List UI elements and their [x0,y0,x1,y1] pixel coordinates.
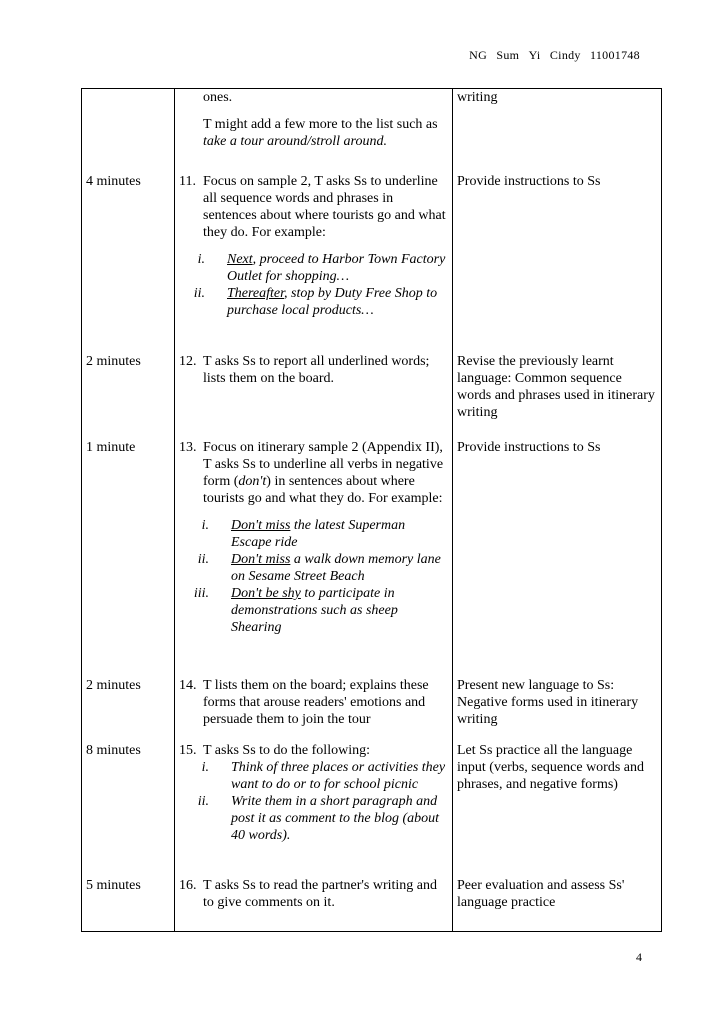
procedure-text: Focus on itinerary sample 2 (Appendix II), T asks Ss to underline all verbs in negative form (don't) in sentences about where tourists go and what they do. For example: [203,440,444,506]
table-row [82,89,662,174]
time-cell [82,89,175,174]
procedure-text: T asks Ss to report all underlined words; lists them on the board. [203,354,430,386]
table-row [82,877,662,932]
procedure-text: T lists them on the board; explains these forms that arouse readers' emotions and persuade them to join the tour [203,678,429,727]
table-row [82,173,662,353]
purpose-cell: Provide instructions to Ss [457,174,601,189]
procedure-cell [175,89,453,174]
purpose-cell: Peer evaluation and assess Ss' language practice [457,878,625,910]
step-number: 13. [179,440,197,455]
example-item: i. Next, proceed to Harbor Town Factory Outlet for shopping… [197,252,446,284]
purpose-cell: Provide instructions to Ss [457,440,601,455]
procedure-cell [175,742,453,877]
procedure-cell [175,677,453,742]
time-cell: 1 minute [82,439,175,677]
time-cell: 2 minutes [82,677,175,742]
procedure-text: T asks Ss to do the following: [203,743,370,758]
example-item: ii. Don't miss a walk down memory lane on Sesame Street Beach [197,552,441,584]
time-cell: 8 minutes [82,742,175,877]
table-row [82,439,662,677]
example-item: iii. Don't be shy to participate in demonstrations such as sheep Shearing [193,586,398,635]
procedure-text: Focus on sample 2, T asks Ss to underline all sequence words and phrases in sentences about where tourists go and what they do. For example: [203,174,446,240]
purpose-cell: Let Ss practice all the language input (verbs, sequence words and phrases, and negative forms) [457,743,645,792]
author-name-4: Cindy [549,48,581,62]
step-number: 16. [179,878,197,893]
step-number: 15. [179,743,197,758]
author-name-2: Sum [496,48,520,62]
procedure-text: T asks Ss to read the partner's writing and to give comments on it. [203,878,437,910]
example-list [179,517,448,636]
procedure-cell [175,173,453,353]
time-cell: 5 minutes [82,877,175,932]
example-item: ii. Thereafter, stop by Duty Free Shop to purchase local products… [193,286,438,318]
example-item: ii. Write them in a short paragraph and post it as comment to the blog (about 40 words). [197,794,440,843]
time-cell: 4 minutes [82,173,175,353]
table-row [82,742,662,877]
example-list [179,251,448,319]
table-row [82,353,662,439]
purpose-cell: Present new language to Ss: Negative forms used in itinerary writing [457,678,639,727]
page-number: 4 [636,950,642,964]
author-name-3: Yi [528,48,541,62]
procedure-cell [175,353,453,439]
procedure-text: T might add a few more to the list such as take a tour around/stroll around. [203,117,438,149]
student-id: 11001748 [590,48,640,62]
lesson-plan-table [81,88,662,932]
table-row [82,677,662,742]
example-item: i. Don't miss the latest Superman Escape ride [201,518,406,550]
author-name-1: NG [469,48,488,62]
procedure-cell [175,877,453,932]
step-number: 12. [179,354,197,369]
example-item: i. Think of three places or activities they want to do or to for school picnic [201,760,446,792]
purpose-cell: writing [457,90,498,105]
example-list [179,759,448,844]
time-cell: 2 minutes [82,353,175,439]
step-number: 11. [179,174,196,189]
procedure-text: ones. [203,90,233,105]
purpose-cell: Revise the previously learnt language: Common sequence words and phrases used in itinerary writing [457,354,655,420]
step-number: 14. [179,678,197,693]
page-header [463,48,640,63]
procedure-cell [175,439,453,677]
